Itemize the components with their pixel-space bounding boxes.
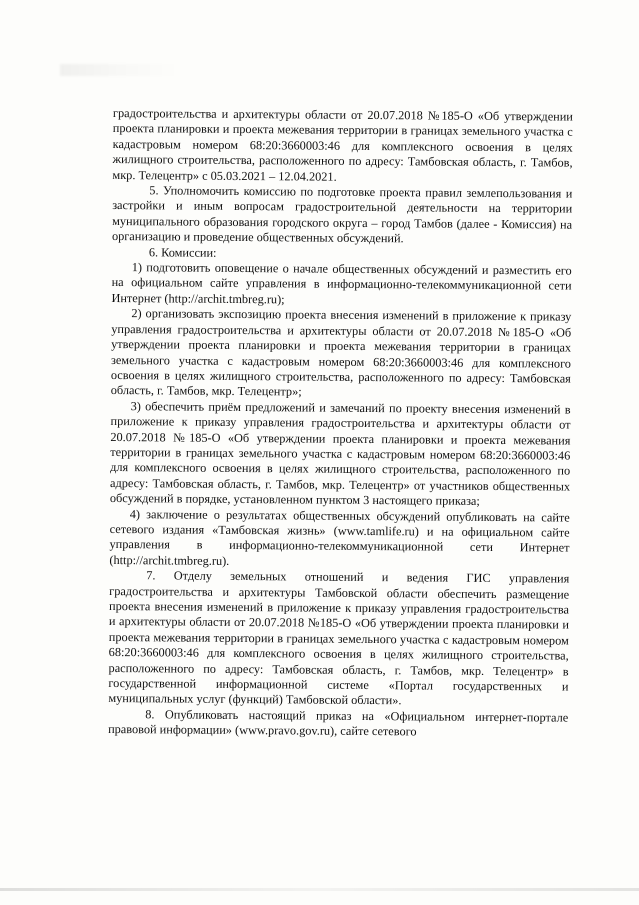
paragraph-continuation: градостроительства и архитектуры области от 20.07.2018 №185-О «Об утверждении проекта планировки и проекта межевания территории в границах земельного участка с кадастровым номером 68:20:3660003:46 для комплексного освоения в целях жилищного строительства, расположенного по адресу: Тамбовская область, г. Тамбов, мкр. Телецентр» с 05.03.2021 – 12.04.2021.	[112, 106, 573, 184]
paragraph-item-5: 5. Уполномочить комиссию по подготовке проекта правил землепользования и застройки и иным вопросам градостроительной деятельности на территории муниципального образования городского округа – город Тамбов (далее - Комиссия) на организацию и проведение общественных обсуждений.	[111, 183, 573, 246]
paragraph-subitem-1: 1) подготовить оповещение о начале общественных обсуждений и разместить его на официальном сайте управления в информационно-телекоммуникационной сети Интернет (http://archit.tmbreg.ru);	[111, 260, 572, 307]
paragraph-subitem-2: 2) организовать экспозицию проекта внесения изменений в приложение к приказу управления градостроительства и архитектуры области от 20.07.2018 №185-О «Об утверждении проекта планировки и проекта межевания территории в границах земельного участка с кадастровым номером 68:20:3660003:46 для комплексного освоения в целях жилищного строительства, расположенного по адресу: Тамбовская область, г. Тамбов, мкр. Телецентр»;	[110, 306, 572, 399]
paragraph-subitem-4: 4) заключение о результатах общественных обсуждений опубликовать на сайте сетевого издания «Тамбовская жизнь» (www.tamlife.ru) и на официальном сайте управления в информационно-телекоммуникационной сети Интернет (http://archit.tmbreg.ru).	[109, 506, 570, 568]
document-body	[108, 106, 573, 741]
paragraph-subitem-3: 3) обеспечить приём предложений и замечаний по проекту внесения изменений в приложение к приказу управления градостроительства и архитектуры области от 20.07.2018 №185-О «Об утверждении проекта планировки и проекта межевания территории в границах земельного участка с кадастровым номером 68:20:3660003:46 для комплексного освоения в целях жилищного строительства, расположенного по адресу: Тамбовская область, г. Тамбов, мкр. Телецентр» от участников общественных обсуждений в порядке, установленном пунктом 3 настоящего приказа;	[109, 398, 571, 509]
paragraph-item-8: 8. Опубликовать настоящий приказ на «Официальном интернет-портале правовой информации» (www.pravo.gov.ru), сайте сетевого	[108, 707, 569, 739]
paragraph-item-6: 6. Комиссии:	[148, 244, 217, 260]
paragraph-item-7: 7. Отделу земельных отношений и ведения ГИС управления градостроительства и архитектуры Тамбовской области обеспечить размещение проекта внесения изменений в приложение к приказу управления градостроительства и архитектуры области от 20.07.2018 №185-О «Об утверждении проекта планировки и проекта межевания территории в границах земельного участка с кадастровым номером 68:20:3660003:46 для комплексного освоения в целях жилищного строительства, расположенного по адресу: Тамбовская область, г. Тамбов, мкр. Телецентр» в государственной информационной системе «Портал государственных и муниципальных услуг (функций) Тамбовской области».	[108, 568, 570, 708]
scan-artifact	[60, 64, 180, 76]
scan-edge-artifact	[0, 888, 639, 891]
